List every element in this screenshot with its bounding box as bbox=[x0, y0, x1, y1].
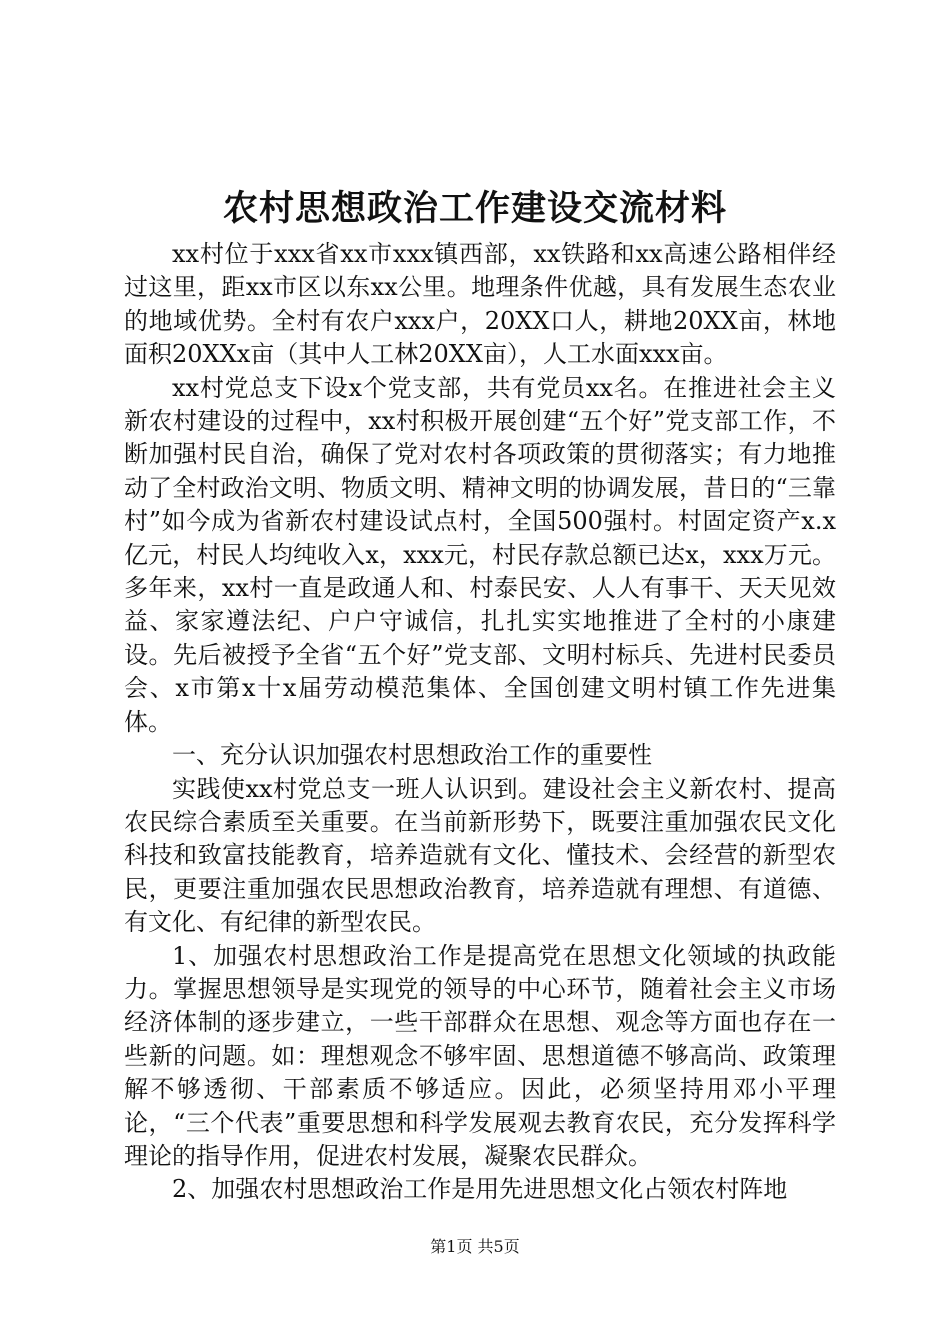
paragraph-practice: 实践使xx村党总支一班人认识到。建设社会主义新农村、提高农民综合素质至关重要。在当前新形势下，既要注重加强农民文化科技和致富技能教育，培养造就有文化、懂技术、会经营的新型农民，更要注重加强农民思想政治教育，培养造就有理想、有道德、有文化、有纪律的新型农民。 bbox=[124, 774, 836, 937]
document-title: 农村思想政治工作建设交流材料 bbox=[222, 188, 727, 229]
paragraph-point-1: 1、加强农村思想政治工作是提高党在思想文化领域的执政能力。掌握思想领导是实现党的领导的中心环节，随着社会主义市场经济体制的逐步建立，一些干部群众在思想、观念等方面也存在一些新的问题。如：理想观念不够牢固、思想道德不够高尚、政策理解不够透彻、干部素质不够适应。因此，必须坚持用邓小平理论，“三个代表”重要思想和科学发展观去教育农民，充分发挥科学理论的指导作用，促进农村发展，凝聚农民群众。 bbox=[124, 941, 836, 1170]
paragraph-intro: xx村位于xxx省xx市xxx镇西部，xx铁路和xx高速公路相伴经过这里，距xx市区以东xx公里。地理条件优越，具有发展生态农业的地域优势。全村有农户xxx户，20XX口人，耕地20XX亩，林地面积20XXx亩（其中人工林20XX亩），人工水面xxx亩。 bbox=[124, 240, 836, 369]
page-footer: 第1页 共5页 bbox=[430, 1237, 520, 1256]
paragraph-party-branch: xx村党总支下设x个党支部，共有党员xx名。在推进社会主义新农村建设的过程中，xx村积极开展创建“五个好”党支部工作，不断加强村民自治，确保了党对农村各项政策的贯彻落实；有力地推动了全村政治文明、物质文明、精神文明的协调发展，昔日的“三靠村”如今成为省新农村建设试点村，全国500强村。村固定资产x.x亿元，村民人均纯收入x，xxx元，村民存款总额已达x，xxx万元。多年来，xx村一直是政通人和、村泰民安、人人有事干、天天见效益、家家遵法纪、户户守诚信，扎扎实实地推进了全村的小康建设。先后被授予全省“五个好”党支部、文明村标兵、先进村民委员会、x市第x十x届劳动模范集体、全国创建文明村镇工作先进集体。 bbox=[124, 373, 836, 736]
paragraph-point-2: 2、加强农村思想政治工作是用先进思想文化占领农村阵地 bbox=[172, 1175, 788, 1204]
document-body bbox=[124, 238, 836, 1207]
section-heading-1: 一、充分认识加强农村思想政治工作的重要性 bbox=[172, 741, 652, 770]
